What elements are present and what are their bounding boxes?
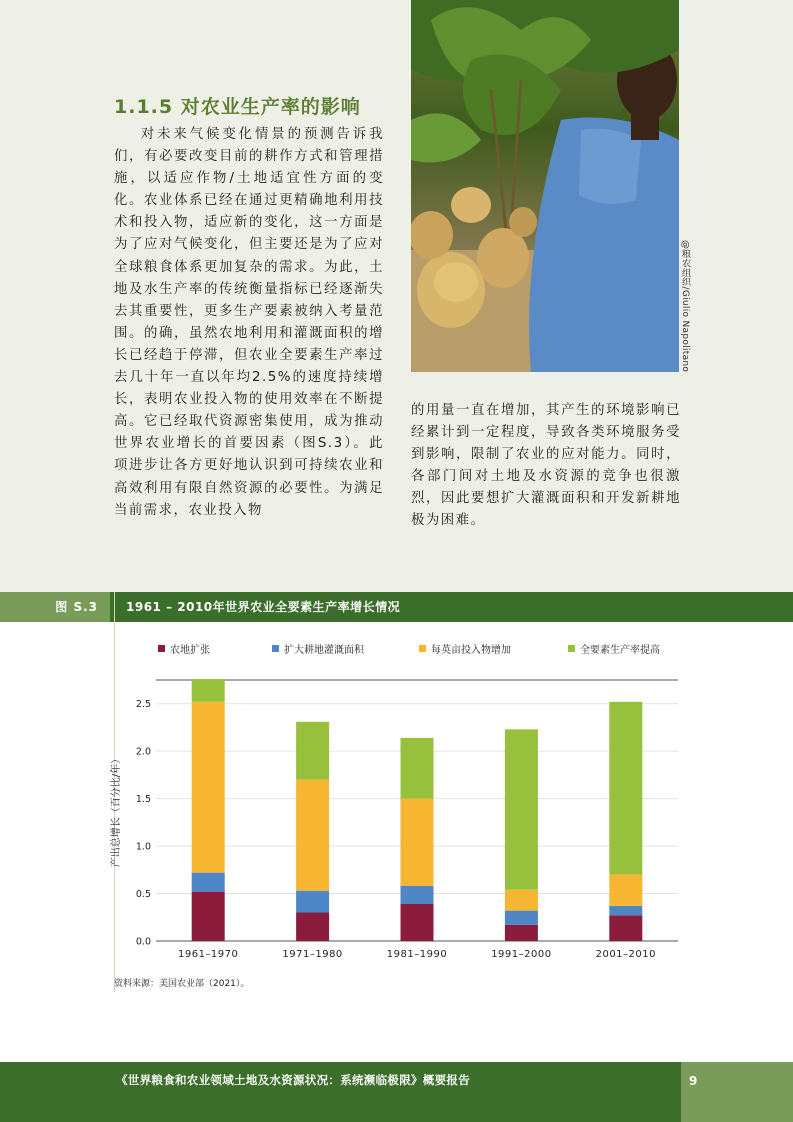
bar-segment: [505, 911, 538, 925]
bar-segment: [609, 906, 642, 915]
bar-segment: [192, 679, 225, 702]
figure-label: 图 S.3: [0, 592, 110, 622]
x-tick-label: 1971–1980: [282, 949, 343, 960]
bar-segment: [192, 873, 225, 892]
x-tick-label: 1991–2000: [491, 949, 552, 960]
y-tick-label: 2.5: [135, 699, 151, 711]
figure-title: 1961 – 2010年世界农业全要素生产率增长情况: [126, 600, 401, 614]
y-tick-label: 2.0: [135, 746, 151, 758]
bar-segment: [296, 913, 329, 941]
footer-title: 《世界粮食和农业领域土地及水资源状况：系统濒临极限》概要报告: [116, 1073, 470, 1087]
y-tick-label: 1.0: [135, 841, 151, 853]
bar-segment: [609, 915, 642, 941]
legend-swatch: [272, 645, 279, 652]
legend-swatch: [158, 645, 165, 652]
body-text-left: 对未来气候变化情景的预测告诉我们，有必要改变目前的耕作方式和管理措施，以适应作物/土地适宜性方面的变化。农业体系已经在通过更精确地利用技术和投入物，适应新的变化，这一方面是为了应对气候变化，但主要还是为了应对全球粮食体系更加复杂的需求。为此，土地及水生产率的传统衡量指标已经逐渐失去其重要性，更多生产要素被纳入考量范围。的确，虽然农地利用和灌溉面积的增长已经趋于停滞，但农业全要素生产率过去几十年一直以年均2.5%的速度持续增长，表明农业投入物的使用效率在不断提高。它已经取代资源密集使用，成为推动世界农业增长的首要因素（图S.3）。此项进步让各方更好地认识到可持续农业和高效利用有限自然资源的必要性。为满足当前需求，农业投入物: [114, 127, 384, 518]
legend-label: 每英亩投入物增加: [431, 645, 511, 656]
legend-label: 扩大耕地灌溉面积: [284, 645, 364, 656]
x-tick-label: 1961–1970: [177, 949, 239, 960]
y-tick-label: 1.5: [135, 794, 151, 806]
legend-label: 农地扩张: [170, 645, 210, 656]
bar-segment: [609, 875, 642, 906]
bar-segment: [192, 702, 225, 873]
bar-segment: [505, 890, 538, 911]
y-tick-label: 0.5: [135, 889, 151, 901]
x-tick-label: 1981–1990: [386, 949, 448, 960]
page-number: 9: [689, 1074, 698, 1088]
legend-swatch: [568, 645, 575, 652]
bar-segment: [505, 729, 538, 889]
footer-bar: [0, 1062, 793, 1122]
farmer-with-potatoes-image: [411, 0, 679, 372]
legend-swatch: [419, 645, 426, 652]
x-tick-label: 2001–2010: [595, 949, 657, 960]
figure-header-bar: [0, 592, 793, 622]
source-note: 资料来源：美国农业部（2021）。: [114, 979, 250, 989]
y-tick-label: 0.0: [135, 936, 151, 948]
bar-segment: [296, 780, 329, 891]
photo-credit: @粮农组织/Giulio Napolitano: [680, 240, 690, 373]
bar-segment: [609, 702, 642, 875]
bar-segment: [401, 738, 434, 799]
bar-segment: [296, 891, 329, 913]
y-axis-label: 产出总增长（百分比/年）: [111, 753, 122, 868]
bar-segment: [296, 722, 329, 780]
legend-label: 全要素生产率提高: [580, 645, 660, 656]
bar-segment: [401, 886, 434, 904]
page-number-box: [681, 1062, 793, 1122]
farmer-photo: [411, 0, 679, 372]
bar-segment: [401, 904, 434, 941]
bar-segment: [401, 799, 434, 886]
body-text-right: 的用量一直在增加，其产生的环境影响已经累计到一定程度，导致各类环境服务受到影响，限制了农业的应对能力。同时，各部门间对土地及水资源的竞争也很激烈，因此要想扩大灌溉面积和开发新耕地极为困难。: [411, 403, 681, 529]
section-title: 1.1.5 对农业生产率的影响: [114, 96, 361, 118]
stacked-bar-chart: [0, 622, 793, 982]
bar-segment: [505, 925, 538, 941]
bar-segment: [192, 892, 225, 941]
